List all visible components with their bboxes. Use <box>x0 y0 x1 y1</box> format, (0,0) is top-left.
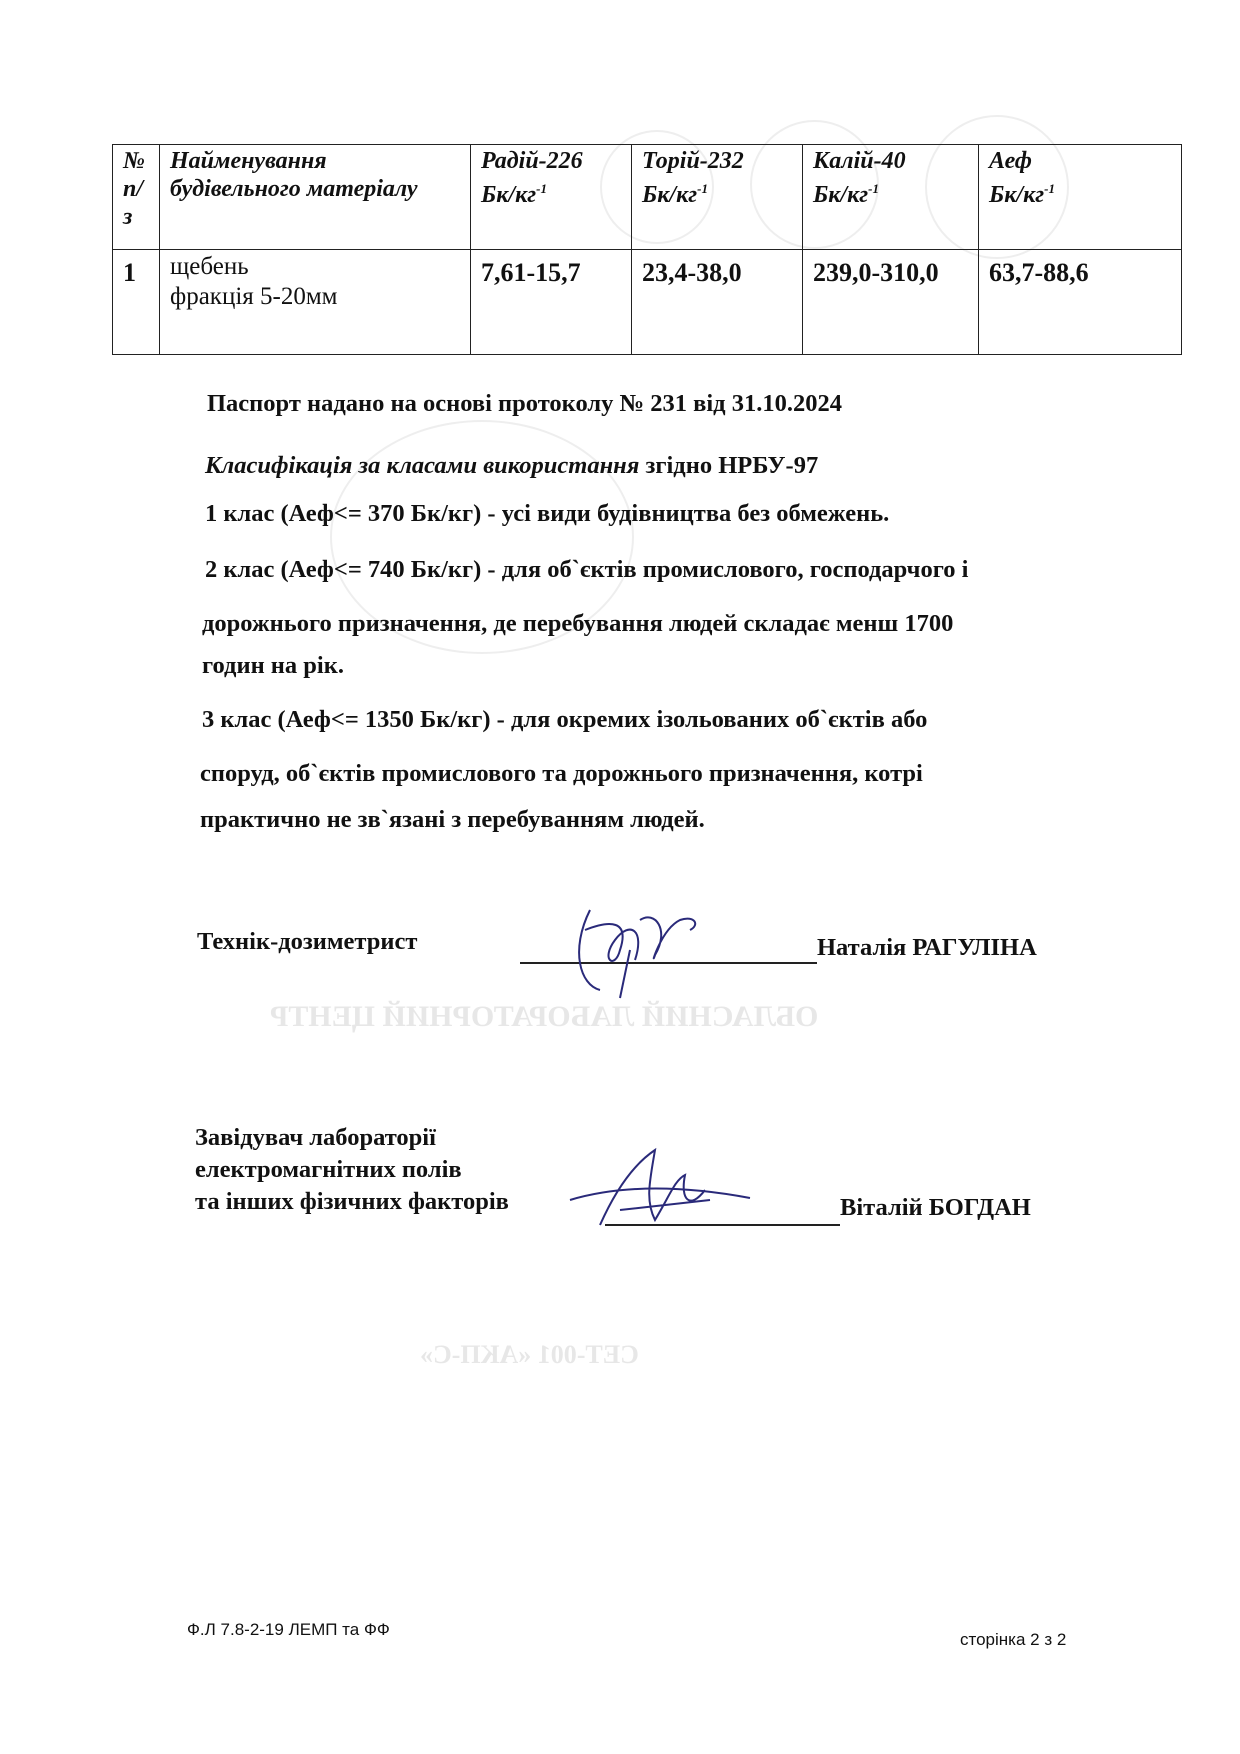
technician-signature <box>560 890 710 1000</box>
class3-text-line2: споруд, об`єктів промислового та дорожнього призначення, котрі <box>200 760 923 787</box>
protocol-reference: Паспорт надано на основі протоколу № 231 від 31.10.2024 <box>207 390 842 417</box>
material-name: щебень <box>170 253 249 280</box>
header-thorium <box>632 145 803 250</box>
radiation-table <box>112 144 1182 355</box>
header-thorium-unit: Бк/кг <box>642 182 698 208</box>
table-header-row <box>113 145 1182 250</box>
header-no: № п/з <box>113 145 160 250</box>
class3-text-line1: 3 клас (Аеф<= 1350 Бк/кг) - для окремих ізольованих об`єктів або <box>202 706 928 733</box>
unit-sup: -1 <box>1044 181 1055 196</box>
technician-name: Наталія РАГУЛІНА <box>817 934 1037 961</box>
material-fraction: фракція 5-20мм <box>170 283 338 310</box>
header-radium-label: Радій-226 <box>481 148 583 174</box>
head-name: Віталій БОГДАН <box>840 1194 1031 1221</box>
header-aeff-label: Аеф <box>989 148 1032 174</box>
unit-sup: -1 <box>536 181 547 196</box>
header-potassium-label: Калій-40 <box>813 148 906 174</box>
unit-sup: -1 <box>697 181 708 196</box>
classification-title-norm: згідно НРБУ-97 <box>639 452 819 479</box>
class2-text-line2: дорожнього призначення, де перебування людей складає менш 1700 <box>202 610 954 637</box>
head-title-line2: електромагнітних полів <box>195 1156 462 1183</box>
page-number: сторінка 2 з 2 <box>960 1630 1067 1649</box>
bleed-through-text: СЕТ-001 «АКП-С» <box>420 1340 639 1369</box>
header-radium-unit: Бк/кг <box>481 182 537 208</box>
head-signature <box>560 1140 760 1240</box>
classification-title <box>205 452 818 480</box>
header-material: Найменування будівельного матеріалу <box>160 145 471 250</box>
cell-thorium: 23,4-38,0 <box>632 250 803 355</box>
header-aeff-unit: Бк/кг <box>989 182 1045 208</box>
header-radium <box>471 145 632 250</box>
technician-title: Технік-дозиметрист <box>197 928 418 955</box>
head-title-line3: та інших фізичних факторів <box>195 1188 509 1215</box>
cell-potassium: 239,0-310,0 <box>803 250 979 355</box>
classification-title-italic: Класифікація за класами використання <box>205 452 640 479</box>
cell-no: 1 <box>113 250 160 355</box>
header-potassium <box>803 145 979 250</box>
header-potassium-unit: Бк/кг <box>813 182 869 208</box>
class2-text-line1: 2 клас (Аеф<= 740 Бк/кг) - для об`єктів промислового, господарчого і <box>205 556 969 583</box>
class3-text-line3: практично не зв`язані з перебуванням людей. <box>200 806 705 833</box>
class2-text-line3: годин на рік. <box>202 652 344 679</box>
head-title-line1: Завідувач лабораторії <box>195 1124 436 1151</box>
cell-radium: 7,61-15,7 <box>471 250 632 355</box>
class1-text: 1 клас (Аеф<= 370 Бк/кг) - усі види будівництва без обмежень. <box>205 500 890 527</box>
bleed-through-text: ОБЛАСНИЙ ЛАБОРАТОРНИЙ ЦЕНТР <box>270 1000 819 1033</box>
unit-sup: -1 <box>868 181 879 196</box>
table-row <box>113 250 1182 355</box>
header-aeff <box>979 145 1182 250</box>
header-thorium-label: Торій-232 <box>642 148 744 174</box>
form-code: Ф.Л 7.8-2-19 ЛЕМП та ФФ <box>187 1620 390 1639</box>
cell-material <box>160 250 471 355</box>
cell-aeff: 63,7-88,6 <box>979 250 1182 355</box>
